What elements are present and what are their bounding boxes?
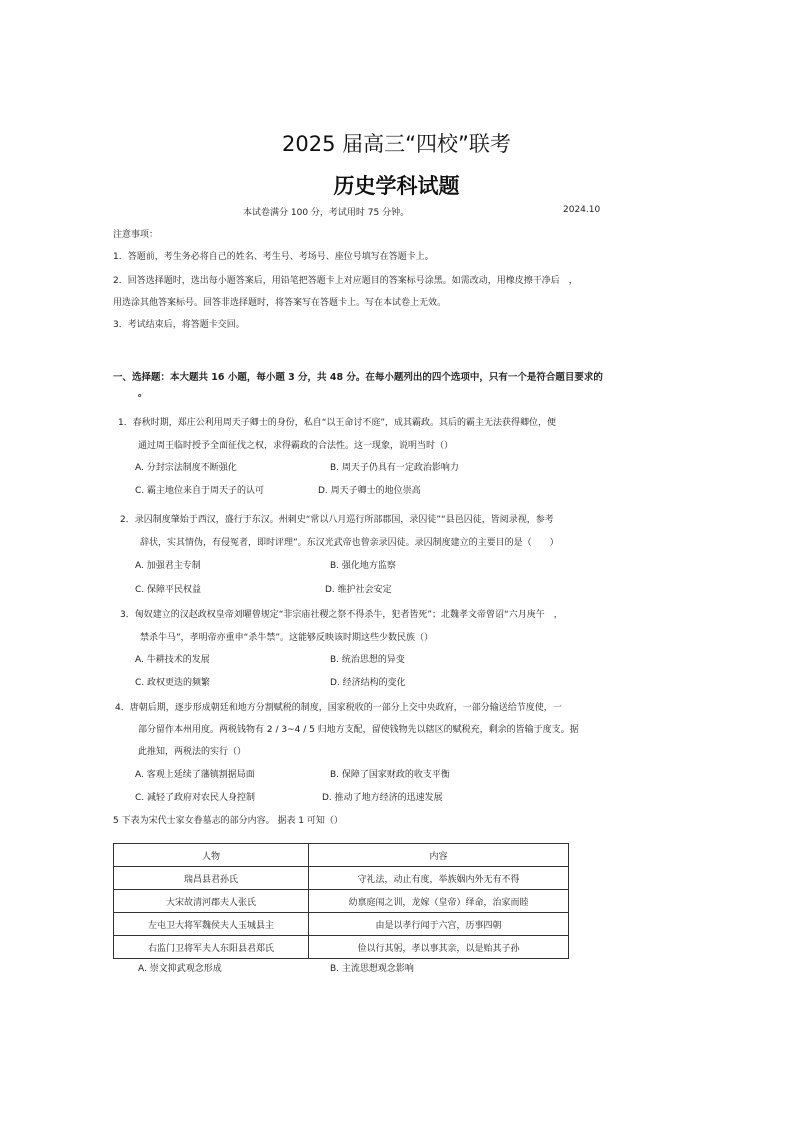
table-row (114, 936, 569, 959)
question-2-option: A. 加强君主专制 (135, 561, 201, 571)
notice-item: 1．答题前，考生务必将自己的姓名、考生号、考场号、座位号填写在答题卡上。 (113, 252, 434, 262)
question-3-option: A. 牛耕技术的发展 (135, 655, 210, 665)
table-cell: 左屯卫大将军魏侯夫人玉城县主 (114, 913, 309, 936)
notice-item: 用选涂其他答案标号。回答非选择题时，将答案写在答题卡上。写在本试卷上无效。 (113, 298, 447, 308)
exam-date: 2024.10 (563, 205, 601, 215)
question-4-option: B. 保障了国家财政的收支平衡 (330, 770, 450, 780)
question-1-option: B. 周天子仍具有一定政治影响力 (330, 463, 459, 473)
table-cell: 右监门卫将军夫人东阳县君郑氏 (114, 936, 309, 959)
table-row (114, 890, 569, 913)
table-header-cell: 人物 (114, 844, 309, 867)
question-5-option: B. 主流思想观念影响 (330, 964, 414, 974)
section-heading: 一、选择题：本大题共 16 小题，每小题 3 分，共 48 分。在每小题列出的四个选项中，只有一个是符合题目要求的 (113, 372, 603, 383)
question-1-line: 通过周王临时授予全面征伐之权，求得霸政的合法性。这一现象，说明当时（） (138, 441, 454, 451)
section-heading-dot: 。 (138, 389, 148, 399)
question-4-line: 部分留作本州用度。两税钱物有 2 / 3~4 / 5 归地方支配，留使钱物先以辖区的赋税充，剩余的皆输于度支。据 (138, 725, 579, 735)
table-cell: 幼禀庭闱之训，龙嫁（皇帝）绎命，治家而睦 (309, 890, 569, 913)
notice-item: 2．回答选择题时，选出每小题答案后，用铅笔把答题卡上对应题目的答案标号涂黑。如需改动，用橡皮擦干净后 ， (113, 276, 578, 286)
question-2-option: C. 保障平民权益 (135, 585, 202, 595)
table-row (114, 913, 569, 936)
question-2-option: B. 强化地方监察 (330, 561, 396, 571)
exam-title: 2025 届高三“四校”联考 (282, 132, 511, 156)
question-3-option: D. 经济结构的变化 (330, 678, 406, 688)
question-3-option: C. 政权更迭的频繁 (135, 678, 211, 688)
tomb-inscription-table (113, 843, 569, 959)
question-2-option: D. 维护社会安定 (325, 585, 392, 595)
table-cell: 守礼法，动止有度，举族姻内外无有不得 (309, 867, 569, 890)
table-cell: 瑞昌县君孙氏 (114, 867, 309, 890)
table-header-cell: 内容 (309, 844, 569, 867)
notice-item: 3．考试结束后，将答题卡交回。 (113, 320, 245, 330)
table-cell: 俭以行其躬，孝以事其亲，以是贻其子孙 (309, 936, 569, 959)
question-5-option: A. 崇文抑武观念形成 (138, 964, 222, 974)
question-5-line: 5 下表为宋代士家女眷墓志的部分内容。 据表 1 可知（） (113, 816, 343, 826)
question-2-line: 辞状，实其情伪，有侵冤者，即时评理”。东汉光武帝也曾亲录囚徒。录囚制度建立的主要目的是（ ） (140, 538, 559, 548)
table-row (114, 867, 569, 890)
subject-title: 历史学科试题 (333, 174, 460, 198)
table-header-row (114, 844, 569, 867)
question-2-line: 2．录囚制度肇始于西汉，盛行于东汉。州刺史“常以八月巡行所部郡国，录囚徒”“县邑囚徒，皆阅录视，参考 (120, 515, 554, 525)
question-3-line: 禁杀牛马”，孝明帝亦重申“杀牛禁”。这能够反映该时期这些少数民族（） (140, 633, 433, 643)
question-3-option: B. 统治思想的异变 (330, 655, 405, 665)
question-4-option: C. 减轻了政府对农民人身控制 (135, 793, 256, 803)
question-4-option: A. 客观上延续了藩镇割据局面 (135, 770, 255, 780)
question-1-option: A. 分封宗法制度不断强化 (135, 463, 237, 473)
question-4-line: 此推知，两税法的实行（） (138, 747, 247, 757)
question-1-line: 1．春秋时期，郑庄公利用周天子卿士的身份，私自“以王命讨不庭”，成其霸政。其后的霸主无法获得卿位，便 (118, 418, 557, 428)
notice-heading: 注意事项： (113, 230, 159, 240)
table-cell: 大宋故清河郡夫人张氏 (114, 890, 309, 913)
exam-info: 本试卷满分 100 分，考试用时 75 分钟。 (243, 208, 410, 218)
question-1-option: D. 周天子卿士的地位崇高 (318, 486, 421, 496)
question-4-line: 4．唐朝后期，逐步形成朝廷和地方分割赋税的制度，国家税收的一部分上交中央政府，一部分输送给节度使，一 (115, 703, 562, 713)
question-3-line: 3．匈奴建立的汉赵政权皇帝刘曜曾规定“非宗庙社稷之祭不得杀牛，犯者皆死”；北魏孝文帝曾诏“六月庚午 ， (120, 610, 563, 620)
question-1-option: C. 霸主地位来自于周天子的认可 (135, 486, 265, 496)
question-4-option: D. 推动了地方经济的迅速发展 (322, 793, 443, 803)
table-cell: 由是以孝行闻于六宫，历事四朝 (309, 913, 569, 936)
